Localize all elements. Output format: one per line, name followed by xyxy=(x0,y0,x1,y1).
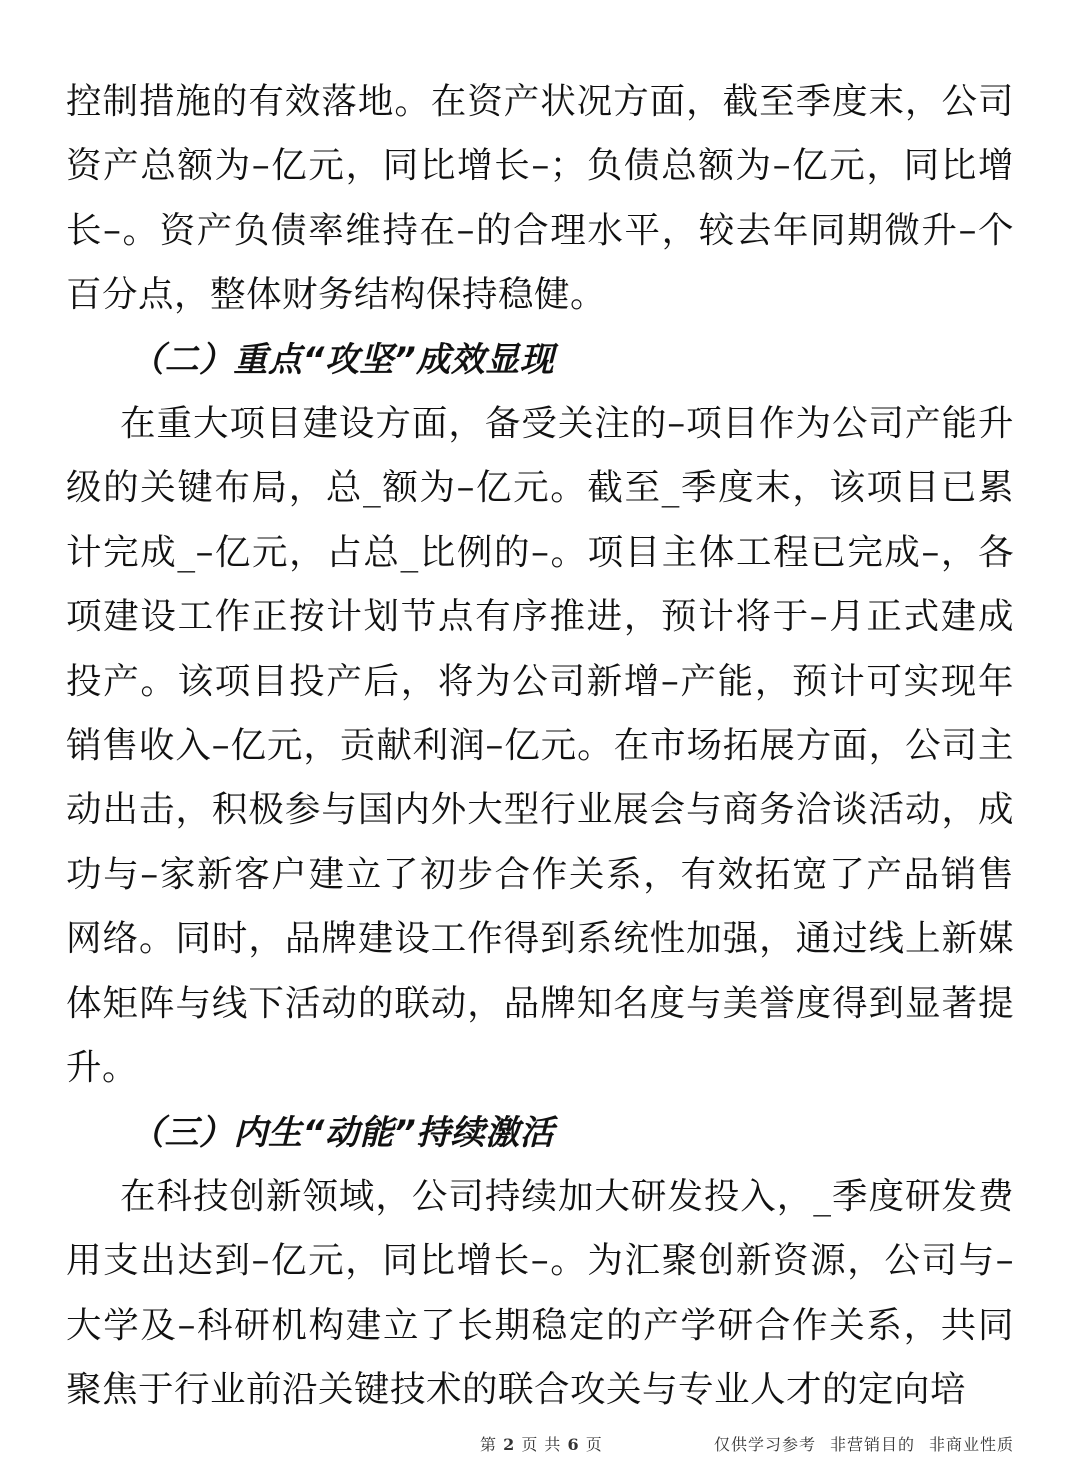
document-body xyxy=(66,70,1014,1423)
page-middle: 页 共 xyxy=(521,1435,562,1454)
page-total: 6 xyxy=(567,1435,580,1454)
page-current: 2 xyxy=(503,1435,516,1454)
page-number xyxy=(480,1432,603,1455)
section-heading: （三）内生“动能”持续激活 xyxy=(130,1112,555,1153)
usage-notice xyxy=(714,1432,1014,1455)
page-prefix: 第 xyxy=(480,1435,498,1454)
body-paragraph: 在重大项目建设方面，备受关注的–项目作为公司产能升级的关键布局，总_额为–亿元。截至_季度末，该项目已累计完成_–亿元，占总_比例的–。项目主体工程已完成–，各项建设工作正按计划节点有序推进，预计将于–月正式建成投产。该项目投产后，将为公司新增–产能，预计可实现年销售收入–亿元，贡献利润–亿元。在市场拓展方面，公司主动出击，积极参与国内外大型行业展会与商务洽谈活动，成功与–家新客户建立了初步合作关系，有效拓宽了产品销售网络。同时，品牌建设工作得到系统性加强，通过线上新媒体矩阵与线下活动的联动，品牌知名度与美誉度得到显著提升。 xyxy=(66,403,1014,1089)
page-suffix: 页 xyxy=(585,1435,603,1454)
notice-non-marketing: 非营销目的 xyxy=(829,1435,915,1454)
notice-non-commercial: 非商业性质 xyxy=(928,1435,1014,1454)
page-footer xyxy=(0,1428,1080,1458)
notice-learning: 仅供学习参考 xyxy=(713,1435,816,1454)
body-paragraph: 控制措施的有效落地。在资产状况方面，截至季度末，公司资产总额为–亿元，同比增长–；负债总额为–亿元，同比增长–。资产负债率维持在–的合理水平，较去年同期微升–个百分点，整体财务结构保持稳健。 xyxy=(66,81,1014,316)
section-heading: （二）重点“攻坚”成效显现 xyxy=(130,339,555,380)
body-paragraph: 在科技创新领域，公司持续加大研发投入，_季度研发费用支出达到–亿元，同比增长–。为汇聚创新资源，公司与–大学及–科研机构建立了长期稳定的产学研合作关系，共同聚焦于行业前沿关键技术的联合攻关与专业人才的定向培 xyxy=(66,1175,1014,1411)
